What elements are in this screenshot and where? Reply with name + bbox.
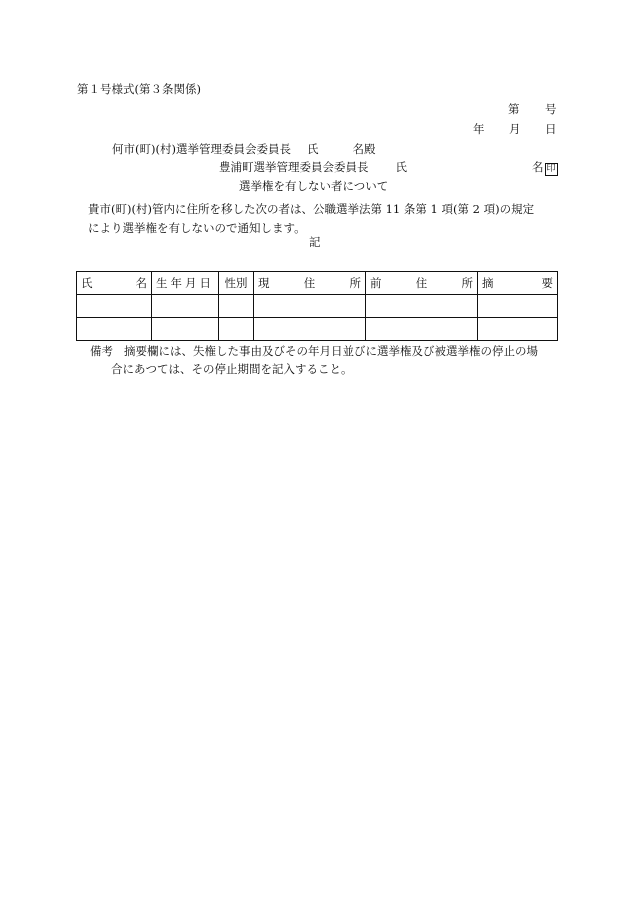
records-table xyxy=(76,271,558,341)
table-cell[interactable] xyxy=(219,318,254,341)
addressee-mei-dono: 名殿 xyxy=(352,142,376,156)
table-row xyxy=(77,318,558,341)
header-previous-a: 前 xyxy=(370,276,382,290)
header-current-c: 所 xyxy=(349,276,361,290)
table-cell[interactable] xyxy=(478,295,558,318)
date-day-label: 日 xyxy=(545,122,557,136)
number-label-go: 号 xyxy=(545,102,557,116)
remarks-line-2: 合にあつては、その停止期間を記入すること。 xyxy=(111,362,353,376)
header-current-a: 現 xyxy=(258,276,270,290)
header-name-a: 氏 xyxy=(81,276,93,290)
table-cell[interactable] xyxy=(254,318,366,341)
header-current-address xyxy=(254,272,366,295)
header-name xyxy=(77,272,152,295)
table-cell[interactable] xyxy=(219,295,254,318)
sender-name-seal xyxy=(532,162,558,176)
table-cell[interactable] xyxy=(77,318,152,341)
table-cell[interactable] xyxy=(152,295,219,318)
table-cell[interactable] xyxy=(366,295,478,318)
body-line-2: により選挙権を有しないので通知します。 xyxy=(88,221,306,235)
date-year-label: 年 xyxy=(473,122,485,136)
table-cell[interactable] xyxy=(366,318,478,341)
sender-shi: 氏 xyxy=(395,160,407,174)
remarks-label: 備考 xyxy=(90,344,113,358)
header-previous-address xyxy=(366,272,478,295)
sender-title: 豊浦町選挙管理委員会委員長 xyxy=(219,160,369,174)
remarks-line-1 xyxy=(90,346,538,358)
header-sex: 性別 xyxy=(219,272,254,295)
table-cell[interactable] xyxy=(254,295,366,318)
body-paragraph xyxy=(77,200,559,238)
header-dob: 生年月日 xyxy=(152,272,219,295)
header-notes-a: 摘 xyxy=(482,276,494,290)
table-cell[interactable] xyxy=(77,295,152,318)
number-label-dai: 第 xyxy=(508,102,520,116)
addressee-line xyxy=(112,144,375,156)
sender-line xyxy=(219,162,407,174)
table-header-row xyxy=(77,272,558,295)
header-previous-c: 所 xyxy=(461,276,473,290)
addressee-title: 何市(町)(村)選挙管理委員会委員長 xyxy=(112,142,291,156)
subject-line: 選挙権を有しない者について xyxy=(239,179,389,193)
remarks-text-1: 摘要欄には、失権した事由及びその年月日並びに選挙権及び被選挙権の停止の場 xyxy=(124,344,538,358)
seal-icon: 印 xyxy=(546,164,556,174)
header-previous-b: 住 xyxy=(415,276,428,290)
table-cell[interactable] xyxy=(152,318,219,341)
sender-mei: 名 xyxy=(532,160,544,174)
addressee-shi: 氏 xyxy=(306,142,319,156)
table-row xyxy=(77,295,558,318)
table-cell[interactable] xyxy=(478,318,558,341)
header-notes xyxy=(478,272,558,295)
body-line-1: 貴市(町)(村)管内に住所を移した次の者は、公職選挙法第 11 条第 1 項(第 2 項)の規定 xyxy=(88,202,535,216)
date-month-label: 月 xyxy=(509,122,521,136)
header-name-b: 名 xyxy=(135,276,147,290)
form-label: 第１号様式(第３条関係) xyxy=(77,82,201,96)
header-notes-b: 要 xyxy=(541,276,553,290)
ki-heading: 記 xyxy=(309,235,321,249)
header-current-b: 住 xyxy=(303,276,316,290)
